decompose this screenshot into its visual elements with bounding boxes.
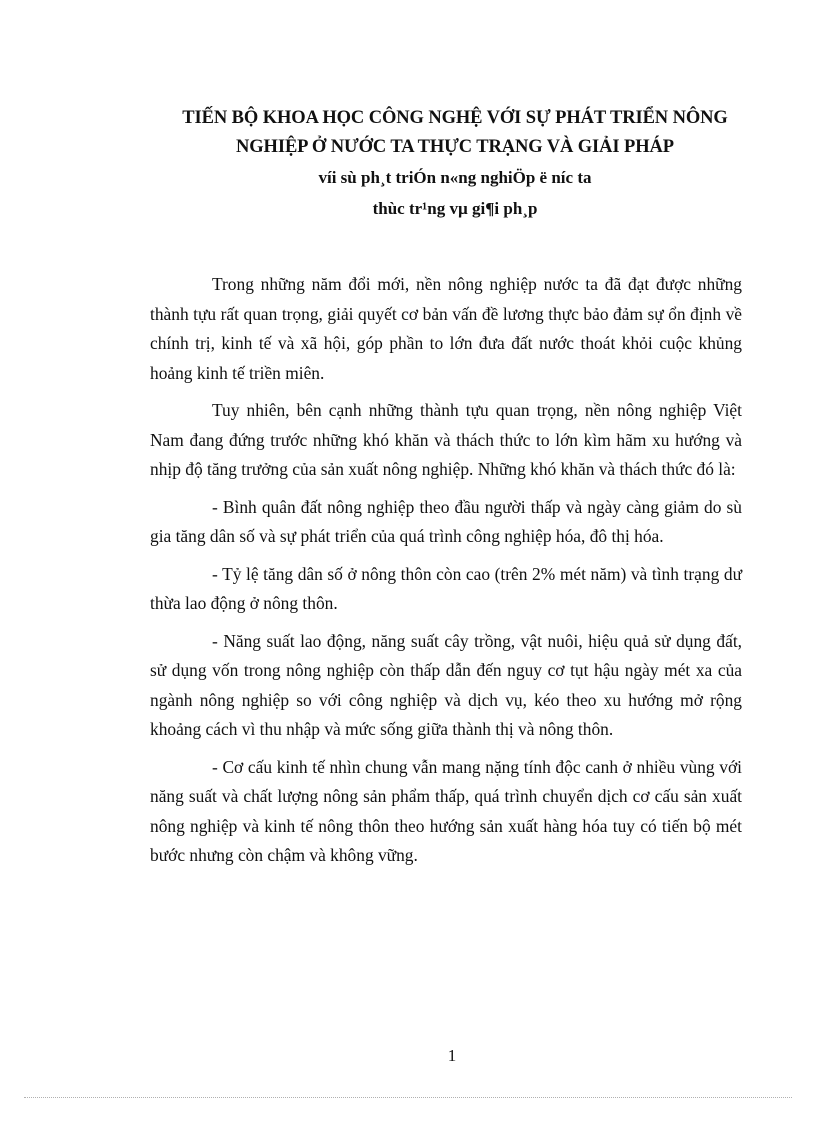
bullet-paragraph: - Cơ cấu kinh tế nhìn chung vẫn mang nặng tính độc canh ở nhiều vùng với năng suất và chất lượng nông sản phẩm thấp, quá trình chuyển dịch cơ cấu sản xuất nông nghiệp và kinh tế nông thôn theo hướng sản xuất hàng hóa tuy có tiến bộ mét bước nhưng còn chậm và không vững. xyxy=(150,756,742,865)
paragraph: Tuy nhiên, bên cạnh những thành tựu quan trọng, nền nông nghiệp Việt Nam đang đứng trước những khó khăn và thách thức to lớn kìm hãm xu hướng và nhịp độ tăng trưởng của sản xuất nông nghiệp. Những khó khăn và thách thức đó là: xyxy=(150,400,742,479)
title-line-1: TIẾN BỘ KHOA HỌC CÔNG NGHỆ VỚI SỰ PHÁT TRIỂN NÔNG xyxy=(182,108,728,128)
title-line-2: NGHIỆP Ở NƯỚC TA THỰC TRẠNG VÀ GIẢI PHÁP xyxy=(236,137,674,157)
page-footer-divider xyxy=(24,1097,792,1098)
document-title xyxy=(120,104,790,162)
bullet-paragraph: - Năng suất lao động, năng suất cây trồng, vật nuôi, hiệu quả sử dụng đất, sử dụng vốn trong nông nghiệp còn thấp dẫn đến nguy cơ tụt hậu ngày mét xa của ngành nông nghiệp so với công nghiệp và dịch vụ, kéo theo xu hướng mở rộng khoảng cách vì thu nhập và mức sống giữa thành thị và nông thôn. xyxy=(150,630,742,739)
bullet-paragraph: - Bình quân đất nông nghiệp theo đầu người thấp và ngày càng giảm do sù gia tăng dân số và sự phát triển của quá trình công nghiệp hóa, đô thị hóa. xyxy=(150,496,742,546)
subtitle-line-2: thùc tr¹ng vµ gi¶i ph¸p xyxy=(372,199,538,218)
document-body xyxy=(150,270,742,879)
paragraph: Trong những năm đổi mới, nền nông nghiệp nước ta đã đạt được những thành tựu rất quan trọng, giải quyết cơ bản vấn đề lương thực bảo đảm sự ổn định về chính trị, kinh tế và xã hội, góp phần to lớn đưa đất nước thoát khỏi cuộc khủng hoảng kinh tế triền miên. xyxy=(150,274,742,383)
subtitle-line-1: víi sù ph¸t triÓn n«ng nghiÖp ë níc ta xyxy=(318,168,592,187)
bullet-paragraph: - Tỷ lệ tăng dân số ở nông thôn còn cao (trên 2% mét năm) và tình trạng dư thừa lao động ở nông thôn. xyxy=(150,563,742,613)
document-subtitle xyxy=(200,162,710,224)
page-number: 1 xyxy=(447,1046,457,1065)
